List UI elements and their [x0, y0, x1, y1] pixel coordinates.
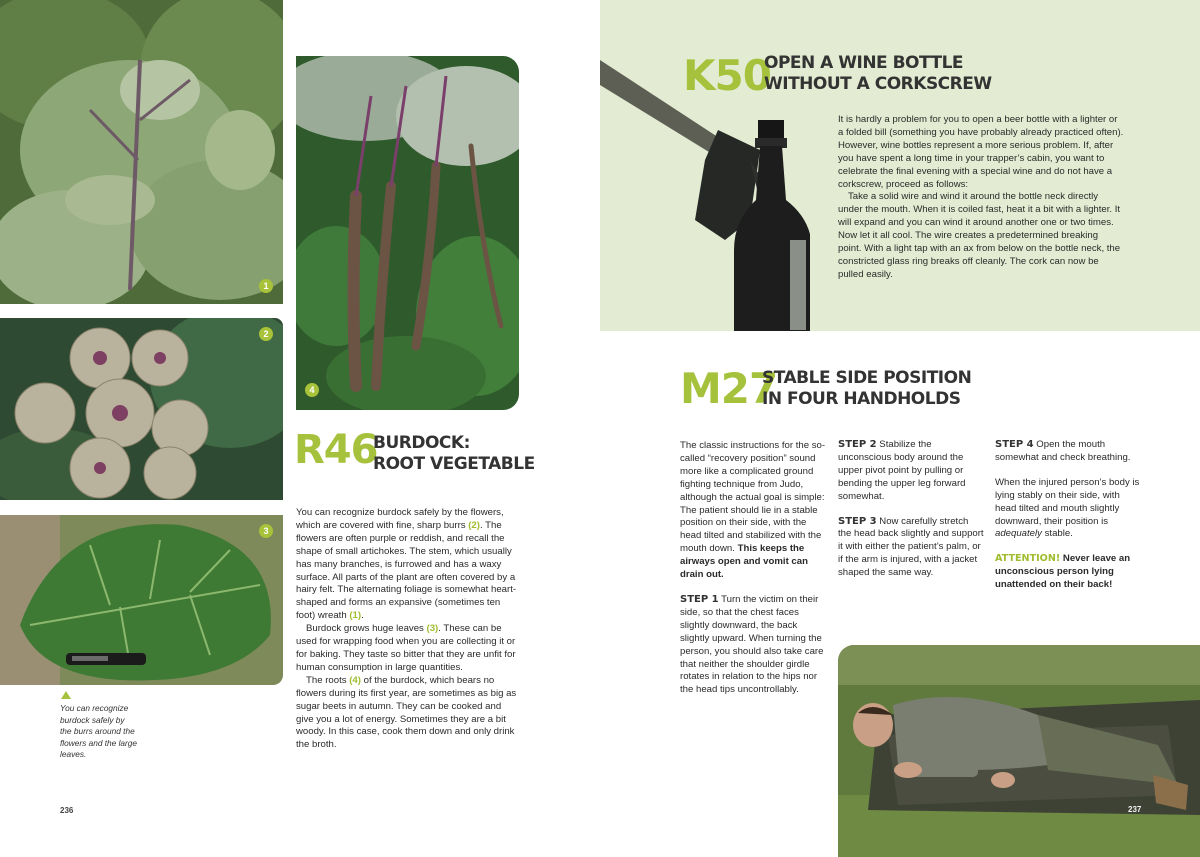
section-title-r46-line2: ROOT VEGETABLE [373, 454, 535, 474]
photo-burdock-plant [0, 0, 283, 304]
m27-column-3 [995, 439, 1143, 592]
m27-intro-text: The classic instructions for the so-called “recovery position” sound more like a complicated ground fighting technique from Judo, although the actual goal is simple: The patient should lie in a stable position on their side, with the head tilted and stabilized with the mouth down. [680, 440, 826, 555]
step-4-text: Open the mouth somewhat and check breathing. [995, 439, 1131, 463]
k50-body-text [838, 114, 1124, 282]
m27-attention [995, 553, 1143, 592]
step-1-label: STEP 1 [680, 593, 719, 605]
m27-intro [680, 440, 826, 582]
m27-stable-note [995, 477, 1143, 542]
burdock-p1-text-b: . The flowers are often purple or reddish, and recall the shape of small artichokes. The stem, which usually has many branches, is furrowed and has a waxy surface. All parts of the plant are often covered by a hairy felt. The alternating foliage is somewhat heart-shaped and forms an expansive (sometimes ten foot) wreath [296, 519, 517, 622]
m27-step-2 [838, 439, 984, 504]
m27-step-4 [995, 439, 1143, 465]
stable-note-text-a: When the injured person’s body is lying stably on their side, with head tilted and mouth slightly downward, their position is [995, 476, 1140, 527]
k50-paragraph-1: It is hardly a problem for you to open a beer bottle with a lighter or a folded bill (something you have probably already practiced often). However, wine bottles represent a more serious problem. If, after you have spent a long time in your trapper’s cabin, you want to celebrate the final evening with a special wine and do not have a corkscrew, proceed as follows: [838, 114, 1124, 190]
burdock-p2-text-b: . These can be used for wrapping food when you are collecting it or for baking. They taste so bitter that they are unfit for human consumption in large quantities. [296, 623, 516, 673]
burdock-paragraph-1 [296, 507, 520, 623]
step-1-text: Turn the victim on their side, so that the chest faces slightly downward, the back slightly upward. When turning the person, you should also take care that neither the shoulder girdle rotates in relation to the hips nor the head tips uncontrollably. [680, 593, 824, 696]
photo-caption: You can recognize burdock safely by the burrs around the flowers and the large leaves. [60, 703, 138, 759]
section-code-m27: M27 [680, 364, 778, 413]
stable-note-text-b: stable. [1041, 528, 1073, 540]
burdock-p3-text-b: of the burdock, which bears no flowers during its first year, are sometimes as big as sugar beets in autumn. They can be cooked and give you a lot of energy. Sometimes they are a bit woody. In this case, cook them down and only drink the broth. [296, 674, 517, 751]
m27-intro-bold: This keeps the airways open and vomit can drain out. [680, 543, 808, 581]
section-title-m27-line2: IN FOUR HANDHOLDS [762, 389, 961, 409]
figure-ref-4: (4) [349, 674, 361, 686]
caption-arrow-icon [61, 691, 71, 699]
photo-burdock-leaf [0, 515, 283, 685]
step-3-label: STEP 3 [838, 515, 877, 527]
section-title-r46-line1: BURDOCK: [373, 433, 470, 453]
step-4-label: STEP 4 [995, 439, 1034, 450]
figure-ref-2: (2) [468, 519, 480, 531]
step-2-label: STEP 2 [838, 439, 877, 450]
photo-burdock-roots [296, 56, 519, 410]
figure-ref-3: (3) [426, 623, 439, 635]
section-title-m27 [762, 368, 971, 410]
step-2-text: Stabilize the unconscious body around the upper pivot point by pulling or bending the upper leg forward somewhat. [838, 439, 966, 502]
section-title-k50 [764, 53, 992, 95]
m27-step-3 [838, 516, 984, 581]
figure-badge-2: 2 [259, 327, 273, 341]
section-code-k50: K50 [683, 51, 771, 100]
figure-ref-1: (1) [349, 610, 362, 622]
burdock-body-text [296, 507, 520, 752]
burdock-p2-text-a: Burdock grows huge leaves [306, 623, 427, 635]
m27-step-1 [680, 594, 826, 697]
photo-recovery-position [838, 645, 1200, 857]
m27-column-2 [838, 439, 984, 580]
m27-column-1 [680, 440, 826, 697]
section-title-m27-line1: STABLE SIDE POSITION [762, 368, 972, 388]
burdock-p1-text-c: . [361, 610, 364, 622]
burdock-paragraph-3 [296, 675, 520, 752]
page-number-left: 236 [60, 806, 74, 815]
burdock-paragraph-2 [296, 623, 520, 675]
burdock-p1-text-a: You can recognize burdock safely by the flowers, which are covered with fine, sharp burrs [296, 507, 504, 531]
page-number-right: 237 [1128, 805, 1142, 814]
section-title-r46 [373, 433, 535, 475]
section-code-r46: R46 [294, 427, 378, 473]
attention-text: Never leave an unconscious person lying unattended on their back! [995, 553, 1131, 591]
k50-paragraph-2: Take a solid wire and wind it around the bottle neck directly under the mouth. When it is coiled fast, heat it a bit with a lighter. It will expand and you can wind it around another one or two times. Now let it all cool. The wire creates a predetermined breaking point. With a light tap with an ax from below on the bottle neck, the constricted glass ring breaks off cleanly. The cork can now be pulled easily. [838, 191, 1121, 280]
figure-badge-1: 1 [259, 279, 273, 293]
section-title-k50-line1: OPEN A WINE BOTTLE [764, 53, 964, 73]
section-title-k50-line2: WITHOUT A CORKSCREW [764, 74, 992, 94]
figure-badge-3: 3 [259, 524, 273, 538]
step-3-text: Now carefully stretch the head back slightly and support it with either the patient’s palm, or if the arm is injured, with a jacket shaped the same way. [838, 515, 984, 579]
figure-badge-4: 4 [305, 383, 319, 397]
attention-label: ATTENTION! [995, 553, 1061, 565]
burdock-p3-text-a: The roots [306, 674, 350, 686]
photo-burdock-burrs [0, 318, 283, 500]
stable-note-emphasis: adequately [995, 528, 1042, 540]
